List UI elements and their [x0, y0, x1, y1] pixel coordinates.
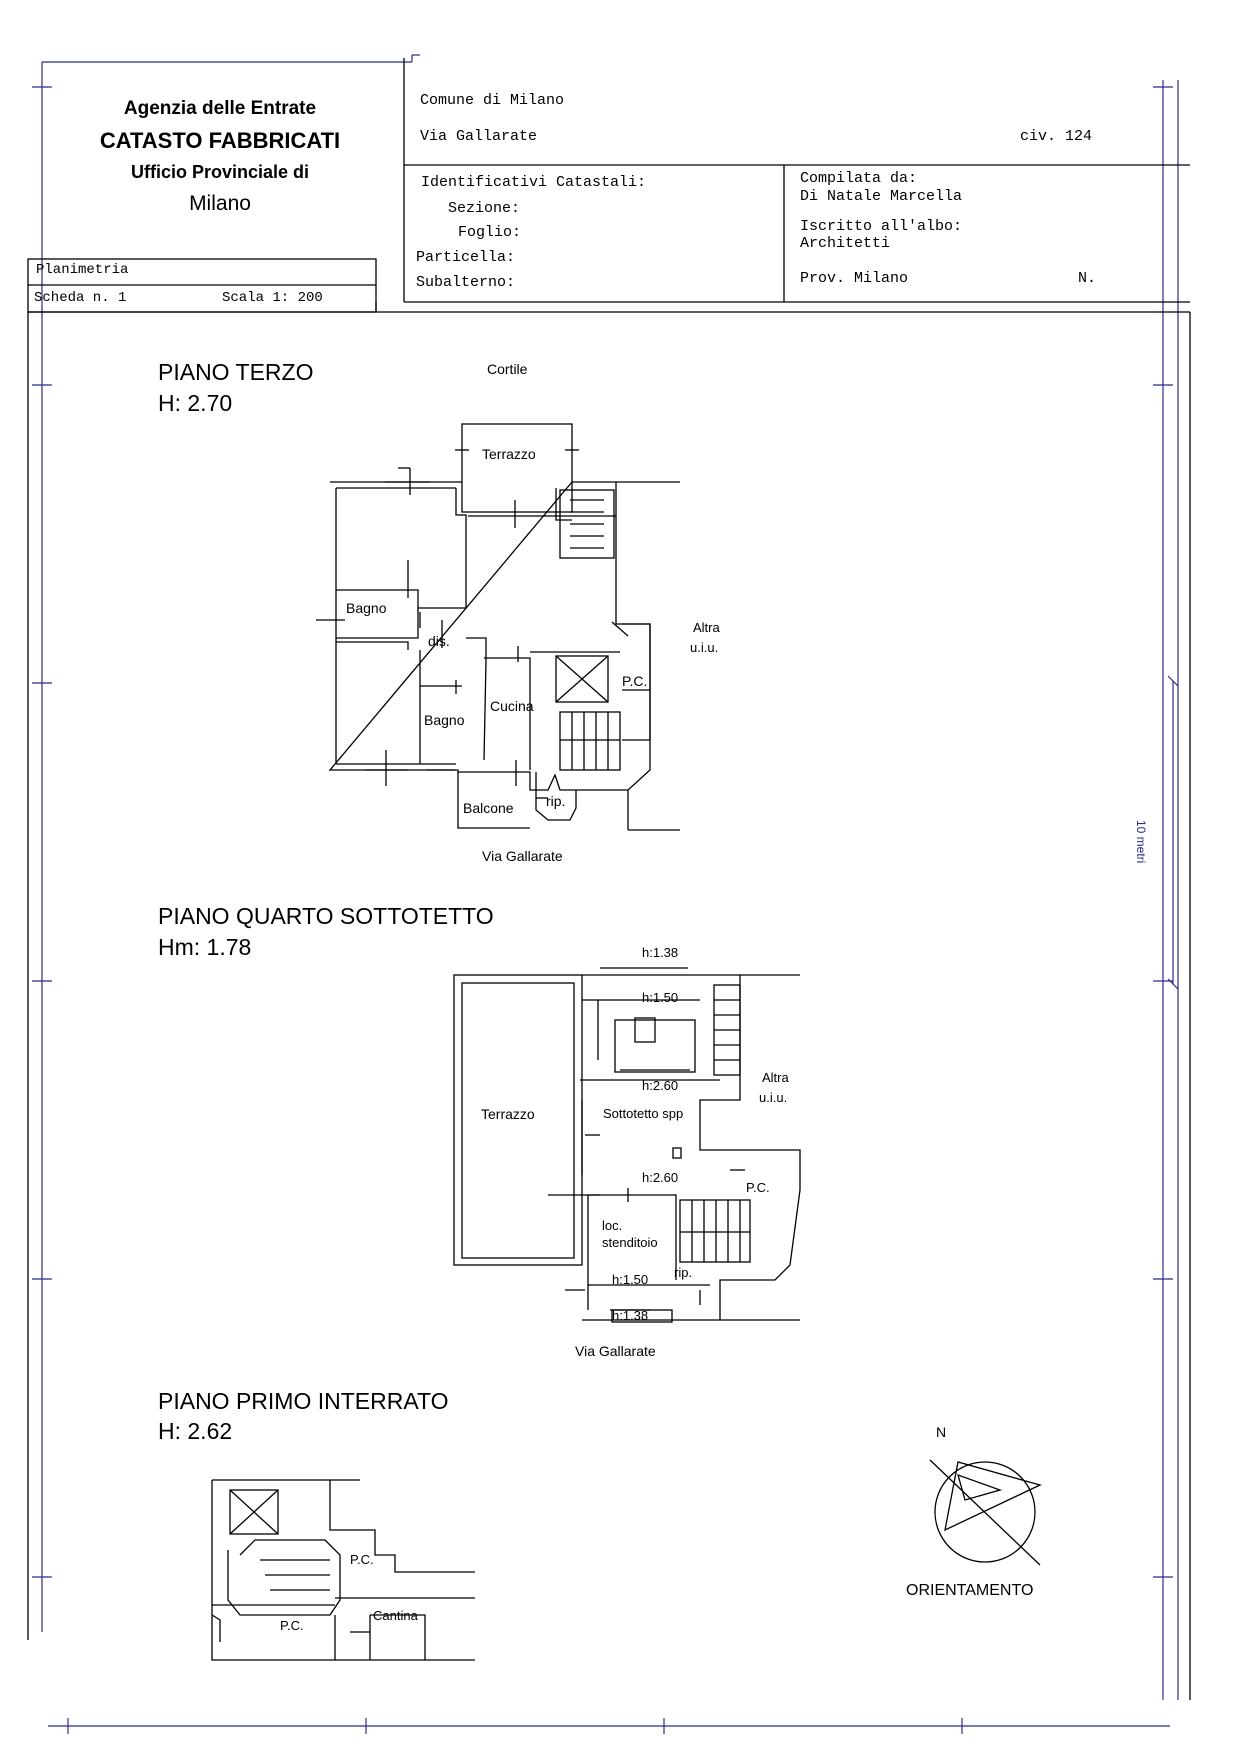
via-label: Via Gallarate — [420, 128, 538, 145]
compass-rose — [930, 1460, 1040, 1565]
room-rip-quarto: rip. — [674, 1265, 693, 1280]
street-quarto: Via Gallarate — [575, 1343, 656, 1359]
identificativi-label: Identificativi Catastali: — [421, 174, 647, 191]
label-h260-a: h:2.60 — [642, 1078, 679, 1093]
foglio-label: Foglio: — [458, 224, 522, 241]
plan-piano-quarto — [454, 968, 800, 1322]
label-h138-bottom: h:1.38 — [612, 1308, 649, 1323]
prov-label: Prov. Milano — [800, 270, 909, 287]
piano-quarto-title: PIANO QUARTO SOTTOTETTO — [158, 903, 494, 929]
sheet-frame — [32, 55, 1178, 1734]
plan-piano-terzo — [316, 424, 680, 830]
label-h150-bottom: h:1.50 — [612, 1272, 649, 1287]
room-terrazzo-quarto: Terrazzo — [481, 1106, 535, 1122]
planimetria-label: Planimetria — [36, 262, 129, 278]
sezione-label: Sezione: — [448, 200, 521, 217]
room-bagno-2: Bagno — [424, 712, 465, 728]
iscritto-label: Iscritto all'albo: — [800, 218, 963, 235]
room-pc-quarto: P.C. — [746, 1180, 770, 1195]
orientamento-label: ORIENTAMENTO — [906, 1582, 1034, 1599]
comune-label: Comune di Milano — [420, 92, 565, 109]
albo-value: Architetti — [800, 235, 891, 252]
piano-interrato-title: PIANO PRIMO INTERRATO — [158, 1388, 449, 1414]
piano-terzo-height: H: 2.70 — [158, 390, 233, 416]
plan-piano-interrato — [212, 1480, 475, 1660]
room-pc-interrato-1: P.C. — [350, 1552, 374, 1567]
room-cucina: Cucina — [490, 698, 534, 714]
label-h138-top: h:1.38 — [642, 945, 679, 960]
room-dis: dis. — [428, 633, 450, 649]
room-pc-terzo: P.C. — [622, 673, 648, 689]
agency-line-2: CATASTO FABBRICATI — [99, 128, 341, 153]
piano-quarto-height: Hm: 1.78 — [158, 934, 252, 960]
scheda-label: Scheda n. 1 — [34, 290, 127, 306]
label-h150-top: h:1.50 — [642, 990, 679, 1005]
room-pc-interrato-2: P.C. — [280, 1618, 304, 1633]
agency-line-4: Milano — [189, 192, 251, 215]
piano-interrato-height: H: 2.62 — [158, 1418, 233, 1444]
street-terzo: Via Gallarate — [482, 848, 563, 864]
header-boxes — [28, 58, 1190, 1700]
scale-bar-label: 10 metri — [1134, 820, 1148, 864]
agency-line-3: Ufficio Provinciale di — [130, 162, 310, 182]
particella-label: Particella: — [416, 249, 516, 266]
label-altra-quarto-2: u.i.u. — [759, 1090, 788, 1105]
room-cantina: Cantina — [373, 1608, 418, 1623]
room-sottotetto: Sottotetto spp — [603, 1106, 684, 1121]
piano-terzo-title: PIANO TERZO — [158, 359, 314, 385]
room-cortile: Cortile — [487, 361, 528, 377]
label-h260-b: h:2.60 — [642, 1170, 679, 1185]
label-altra-1: Altra — [693, 620, 720, 635]
agency-line-1: Agenzia delle Entrate — [123, 98, 317, 119]
room-terrazzo-terzo: Terrazzo — [482, 446, 536, 462]
room-rip-terzo: rip. — [546, 793, 566, 809]
label-altra-quarto-1: Altra — [762, 1070, 789, 1085]
civ-label: civ. 124 — [1020, 128, 1093, 145]
scala-label: Scala 1: 200 — [222, 290, 323, 306]
room-balcone: Balcone — [463, 800, 514, 816]
subalterno-label: Subalterno: — [416, 274, 516, 291]
room-bagno-1: Bagno — [346, 600, 387, 616]
compass-n: N — [936, 1424, 947, 1440]
compilatore-name: Di Natale Marcella — [800, 188, 963, 205]
label-altra-2: u.i.u. — [690, 640, 719, 655]
room-stenditoio: stenditoio — [602, 1235, 658, 1250]
n-label: N. — [1078, 270, 1097, 287]
compilata-label: Compilata da: — [800, 170, 918, 187]
room-loc: loc. — [602, 1218, 623, 1233]
